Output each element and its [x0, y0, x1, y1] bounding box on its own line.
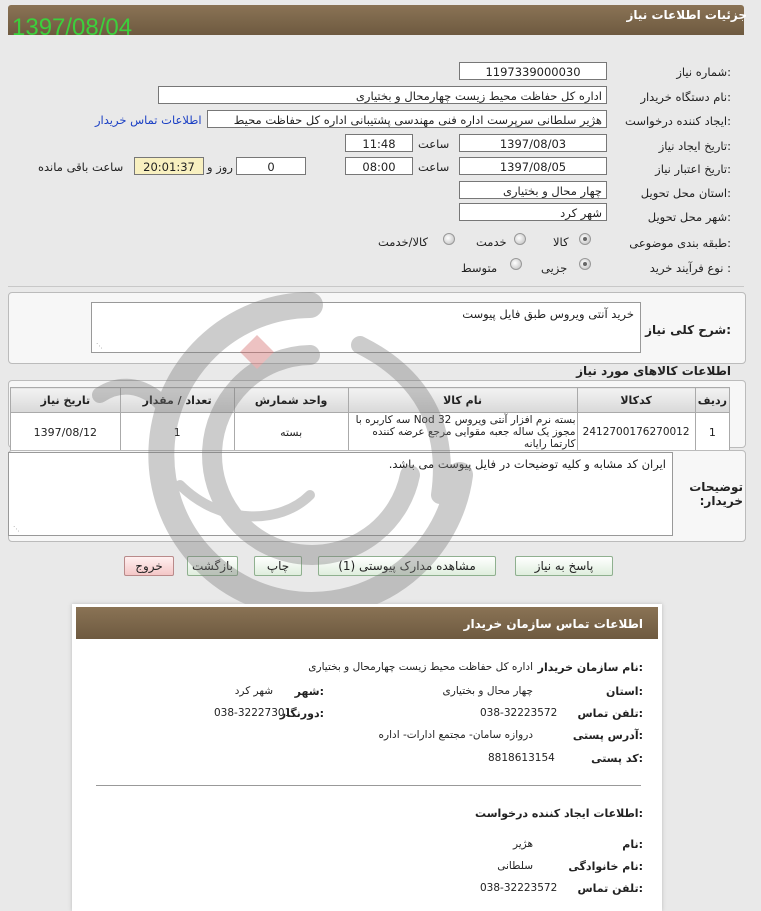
creator-family-label: نام خانوادگی: [568, 860, 643, 873]
exit-button[interactable]: خروج [124, 556, 174, 576]
col-header-date: تاریخ نیاز [11, 388, 121, 413]
items-table [10, 387, 730, 452]
buyer-contact-link[interactable]: اطلاعات تماس خریدار [95, 113, 202, 127]
address-label: آدرس پستی: [572, 729, 643, 742]
summary-textarea[interactable] [91, 302, 641, 353]
phone-label: تلفن تماس: [577, 707, 643, 720]
summary-label: شرح کلی نیاز: [645, 323, 731, 337]
need-number-field[interactable]: 1197339000030 [459, 62, 607, 80]
creator-family-value: سلطانی [497, 860, 533, 872]
purchase-option-minor: جزیی [541, 261, 568, 275]
created-time-label: ساعت [418, 137, 450, 151]
requester-field[interactable]: هژیر سلطانی سرپرست اداره فنی مهندسی پشتیبانی اداره کل حفاظت محیط [207, 110, 607, 128]
cell-row: 1 [695, 413, 729, 452]
province-contact-label: استان: [605, 685, 643, 698]
creator-name-label: نام: [622, 838, 643, 851]
buyer-notes-text: ایران کد مشابه و کلیه توضیحات در فایل پیوست می باشد. [388, 457, 666, 471]
col-header-code: کدکالا [577, 388, 695, 413]
creator-section-title: اطلاعات ایجاد کننده درخواست: [475, 807, 643, 820]
city-contact-label: شهر: [294, 685, 324, 698]
contact-divider [96, 785, 641, 786]
col-header-qty: تعداد / مقدار [120, 388, 234, 413]
org-name-value: اداره کل حفاظت محیط زیست چهارمحال و بختیاری [308, 661, 533, 673]
resize-grip-icon[interactable]: ⋰ [96, 342, 103, 350]
validity-time-field[interactable]: 08:00 [345, 157, 413, 175]
province-contact-value: چهار محال و بختیاری [442, 685, 533, 697]
items-section-title: اطلاعات کالاهای مورد نیاز [576, 364, 731, 378]
back-button[interactable]: بازگشت [187, 556, 238, 576]
remaining-days-field[interactable]: 0 [236, 157, 306, 175]
contact-card-title: اطلاعات تماس سازمان خریدار [463, 617, 643, 631]
col-header-unit: واحد شمارش [234, 388, 348, 413]
print-button[interactable]: چاپ [254, 556, 302, 576]
cell-qty: 1 [120, 413, 234, 452]
category-radio-both[interactable] [443, 233, 455, 245]
cell-date: 1397/08/12 [11, 413, 121, 452]
purchase-option-medium: متوسط [461, 261, 498, 275]
buyer-notes-label: توضیحات خریدار: [689, 480, 743, 508]
category-radio-goods[interactable] [579, 233, 591, 245]
days-label: روز و [207, 160, 233, 174]
cell-code: 2412700176270012 [577, 413, 695, 452]
need-number-label: شماره نیاز: [676, 65, 731, 79]
category-option-goods: کالا [553, 235, 569, 249]
category-label: طبقه بندی موضوعی: [629, 236, 731, 250]
remaining-label: ساعت باقی مانده [38, 160, 124, 174]
buyer-org-field[interactable]: اداره کل حفاظت محیط زیست چهارمحال و بختیاری [158, 86, 607, 104]
city-field[interactable]: شهر کرد [459, 203, 607, 221]
fax-label: دورنگار: [279, 707, 324, 720]
reply-button[interactable]: پاسخ به نیاز [515, 556, 613, 576]
phone-value: 038-32223572 [480, 707, 558, 719]
category-radio-service[interactable] [514, 233, 526, 245]
buyer-notes-textarea[interactable] [8, 452, 673, 536]
cell-unit: بسته [234, 413, 348, 452]
validity-date-field[interactable]: 1397/08/05 [459, 157, 607, 175]
city-contact-value: شهر کرد [234, 685, 273, 697]
creator-phone-value: 038-32223572 [480, 882, 558, 894]
province-field[interactable]: چهار محال و بختیاری [459, 181, 607, 199]
category-option-both: کالا/خدمت [378, 235, 429, 249]
fax-value: 038-32227301 [214, 707, 292, 719]
creator-name-value: هژیر [512, 838, 533, 850]
purchase-radio-minor[interactable] [579, 258, 591, 270]
cell-name: بسته نرم افزار آنتی ویروس Nod 32 سه کاربره با مجوز یک ساله جعبه مقوایی مرجع عرضه کننده کارتما رایانه [348, 413, 577, 452]
postal-code-label: کد پستی: [591, 752, 643, 765]
table-row [11, 413, 730, 452]
remaining-time-field: 20:01:37 [134, 157, 204, 175]
address-value: دروازه سامان- مجتمع ادارات- اداره [378, 729, 533, 741]
category-option-service: خدمت [476, 235, 507, 249]
date-stamp: 1397/08/04 [12, 14, 133, 41]
validity-time-label: ساعت [418, 160, 450, 174]
creator-phone-label: تلفن تماس: [577, 882, 643, 895]
col-header-name: نام کالا [348, 388, 577, 413]
col-header-row: ردیف [695, 388, 729, 413]
summary-text: خرید آنتی ویروس طبق فایل پیوست [462, 307, 634, 321]
org-name-label: نام سازمان خریدار: [537, 661, 643, 674]
purchase-type-label: نوع فرآیند خرید : [649, 261, 731, 275]
validity-date-label: تاریخ اعتبار نیاز: [655, 162, 731, 176]
postal-code-value: 8818613154 [488, 752, 555, 764]
purchase-radio-medium[interactable] [510, 258, 522, 270]
created-date-label: تاریخ ایجاد نیاز: [658, 139, 731, 153]
city-label: شهر محل تحویل: [647, 210, 731, 224]
requester-label: ایجاد کننده درخواست: [625, 114, 731, 128]
view-attachments-button[interactable]: مشاهده مدارک پیوستی (1) [318, 556, 496, 576]
province-label: استان محل تحویل: [640, 186, 731, 200]
created-time-field[interactable]: 11:48 [345, 134, 413, 152]
created-date-field[interactable]: 1397/08/03 [459, 134, 607, 152]
divider [8, 286, 744, 287]
page-title: جزئیات اطلاعات نیاز [626, 8, 747, 22]
buyer-org-label: نام دستگاه خریدار: [640, 90, 731, 104]
resize-grip-icon[interactable]: ⋰ [13, 525, 20, 533]
